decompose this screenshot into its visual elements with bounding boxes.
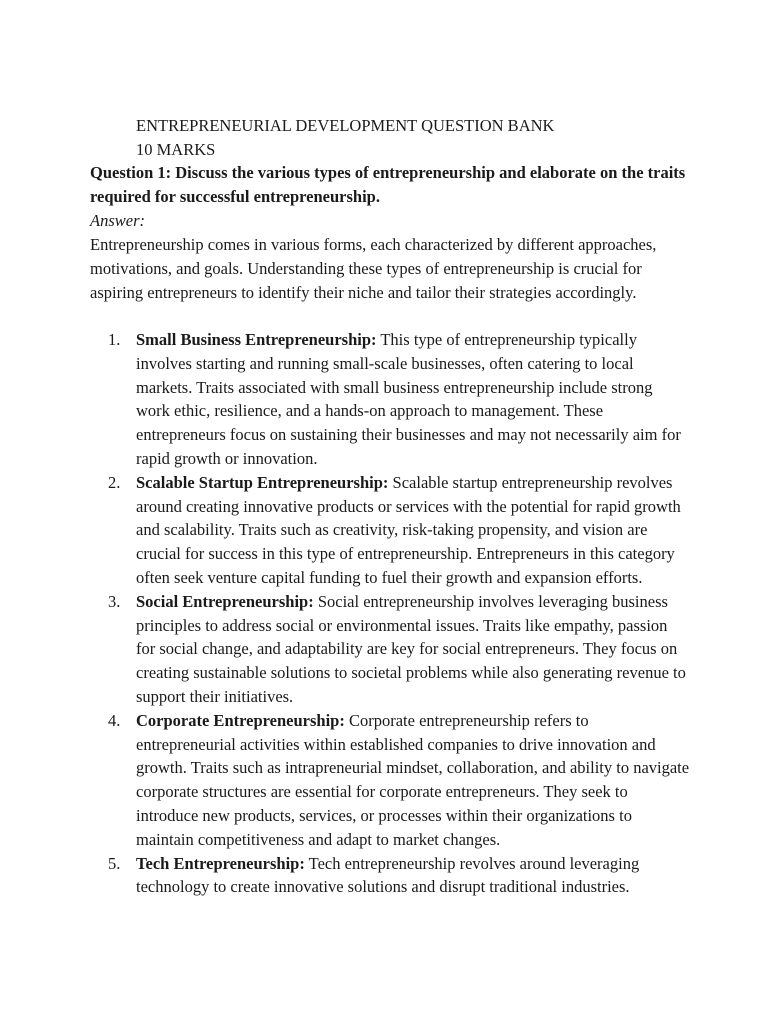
document-title: ENTREPRENEURIAL DEVELOPMENT QUESTION BANK [136,116,555,135]
list-item-number: 5. [108,853,121,873]
entrepreneurship-types-list [90,328,690,899]
list-item-number: 3. [108,591,121,611]
list-item [90,709,690,852]
question-heading: Question 1: Discuss the various types of entrepreneurship and elaborate on the traits required for successful entrepreneurship. [90,163,686,206]
list-item-number: 1. [108,330,121,349]
list-item-term: Social Entrepreneurship: [136,591,314,611]
list-item-number: 2. [108,472,121,492]
list-item [90,590,690,709]
list-item-text: Social entrepreneurship involves leveraging business principles to address social or environmental issues. Traits like empathy, passion for social change, and adaptability are key for social entrepreneurs. They focus on creating sustainable solutions to societal problems while also generating revenue to support their initiatives. [136,591,686,706]
marks-label: 10 MARKS [136,140,216,159]
list-item [90,852,690,900]
list-item-term: Scalable Startup Entrepreneurship: [136,472,389,492]
list-item-term: Small Business Entrepreneurship: [136,330,377,349]
list-item-text: Tech entrepreneurship revolves around leveraging technology to create innovative solutions and disrupt traditional industries. [136,853,640,897]
list-item-term: Corporate Entrepreneurship: [136,710,345,730]
answer-label: Answer: [90,211,145,230]
list-item-text: This type of entrepreneurship typically involves starting and running small-scale businesses, often catering to local markets. Traits associated with small business entrepreneurship include strong work ethic, resilience, and a hands-on approach to management. These entrepreneurs focus on sustaining their businesses and may not necessarily aim for rapid growth or innovation. [136,330,681,468]
list-item-term: Tech Entrepreneurship: [136,853,305,873]
list-item-text: Corporate entrepreneurship refers to entrepreneurial activities within established companies to drive innovation and growth. Traits such as intrapreneurial mindset, collaboration, and ability to navigate corporate structures are essential for corporate entrepreneurs. They seek to introduce new products, services, or processes within their organizations to maintain competitiveness and adapt to market changes. [136,710,690,849]
list-item [90,471,690,590]
list-item [90,328,690,471]
list-item-text: Scalable startup entrepreneurship revolves around creating innovative products or services with the potential for rapid growth and scalability. Traits such as creativity, risk-taking propensity, and vision are crucial for success in this type of entrepreneurship. Entrepreneurs in this category often seek venture capital funding to fuel their growth and expansion efforts. [136,472,681,587]
list-item-number: 4. [108,710,121,730]
intro-paragraph: Entrepreneurship comes in various forms, each characterized by different approaches, motivations, and goals. Understanding these types of entrepreneurship is crucial for aspiring entrepreneurs to identify their niche and tailor their strategies accordingly. [90,235,657,302]
